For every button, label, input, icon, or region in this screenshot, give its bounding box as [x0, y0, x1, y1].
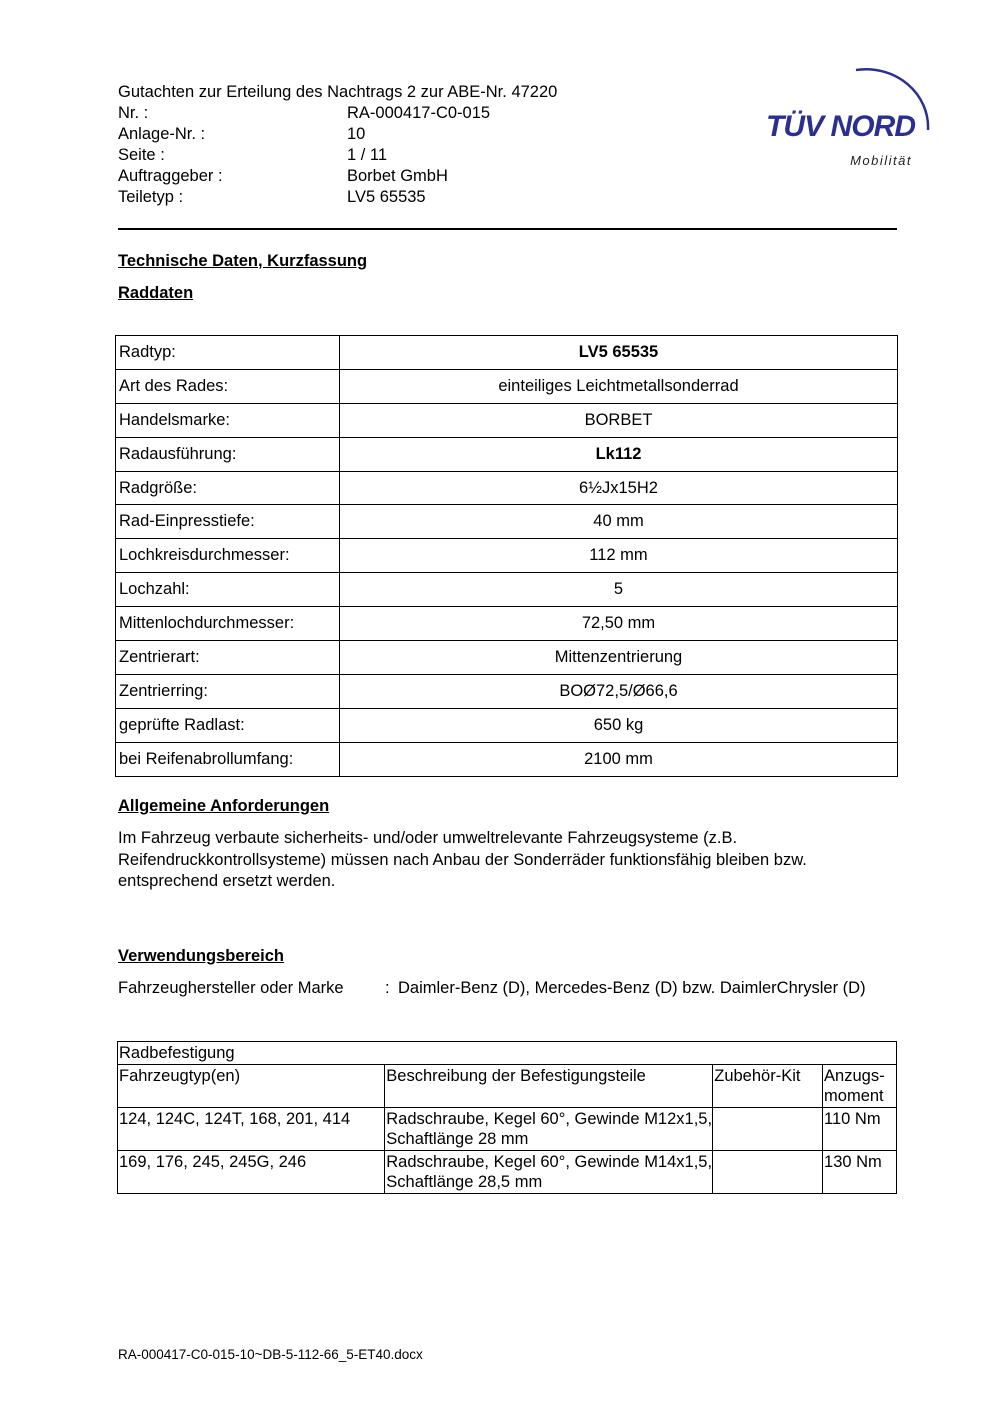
section-allgemeine-anforderungen: Allgemeine Anforderungen [118, 797, 330, 815]
table-row: Zentrierart: Mittenzentrierung [116, 641, 898, 675]
manufacturer-value: Daimler-Benz (D), Mercedes-Benz (D) bzw. DaimlerChrysler (D) [398, 979, 866, 997]
section-verwendungsbereich: Verwendungsbereich [118, 947, 284, 965]
table-row: Radausführung: Lk112 [116, 437, 898, 471]
table-title: Radbefestigung [118, 1042, 897, 1065]
logo-brand: TÜV NORD [766, 110, 914, 143]
table-row: Radgröße: 6½Jx15H2 [116, 471, 898, 505]
table-row: Lochzahl: 5 [116, 573, 898, 607]
column-header: Beschreibung der Befestigungsteile [385, 1065, 713, 1108]
column-header: Anzugs-moment [823, 1065, 897, 1108]
header-field-teiletyp: Teiletyp : LV5 65535 [118, 188, 426, 206]
table-row: bei Reifenabrollumfang: 2100 mm [116, 742, 898, 776]
table-header-row [118, 1065, 897, 1108]
column-header: Zubehör-Kit [713, 1065, 823, 1108]
logo-sub: Mobilität [850, 153, 912, 168]
column-header: Fahrzeugtyp(en) [118, 1065, 385, 1108]
allgemeine-text: Im Fahrzeug verbaute sicherheits- und/oder umweltrelevante Fahrzeugsysteme (z.B. Reifendruckkontrollsysteme) müssen nach Anbau der Sonderräder funktionsfähig bleiben bzw. entsprechend ersetzt werden. [118, 829, 807, 890]
tuv-nord-logo [764, 58, 942, 173]
section-raddaten: Raddaten [118, 284, 194, 302]
report-title: Gutachten zur Erteilung des Nachtrags 2 zur ABE-Nr. 47220 [118, 83, 558, 101]
footer-filename: RA-000417-C0-015-10~DB-5-112-66_5-ET40.docx [118, 1347, 423, 1362]
raddaten-table [115, 335, 898, 777]
table-row: Art des Rades: einteiliges Leichtmetallsonderrad [116, 369, 898, 403]
table-row: Mittenlochdurchmesser: 72,50 mm [116, 607, 898, 641]
table-title-row [118, 1042, 897, 1065]
manufacturer-label: Fahrzeughersteller oder Marke [118, 979, 344, 997]
table-row: 169, 176, 245, 245G, 246 Radschraube, Kegel 60°, Gewinde M14x1,5, Schaftlänge 28,5 mm 130 Nm [118, 1151, 897, 1194]
table-row: Radtyp: LV5 65535 [116, 336, 898, 370]
table-row: geprüfte Radlast: 650 kg [116, 708, 898, 742]
table-row: Zentrierring: BOØ72,5/Ø66,6 [116, 674, 898, 708]
header-field-auftraggeber: Auftraggeber : Borbet GmbH [118, 167, 448, 185]
section-technische-daten: Technische Daten, Kurzfassung [118, 252, 368, 270]
table-row: Handelsmarke: BORBET [116, 403, 898, 437]
table-row: Lochkreisdurchmesser: 112 mm [116, 539, 898, 573]
header-divider [118, 228, 897, 230]
document-header [118, 82, 557, 208]
table-row: Rad-Einpresstiefe: 40 mm [116, 505, 898, 539]
table-row: 124, 124C, 124T, 168, 201, 414 Radschraube, Kegel 60°, Gewinde M12x1,5, Schaftlänge 28 mm 110 Nm [118, 1108, 897, 1151]
header-field-seite: Seite : 1 / 11 [118, 146, 388, 164]
header-field-anlage: Anlage-Nr. : 10 [118, 125, 366, 143]
radbefestigung-table [117, 1041, 897, 1194]
header-field-nr: Nr. : RA-000417-C0-015 [118, 104, 491, 122]
manufacturer-colon: : [385, 979, 390, 997]
